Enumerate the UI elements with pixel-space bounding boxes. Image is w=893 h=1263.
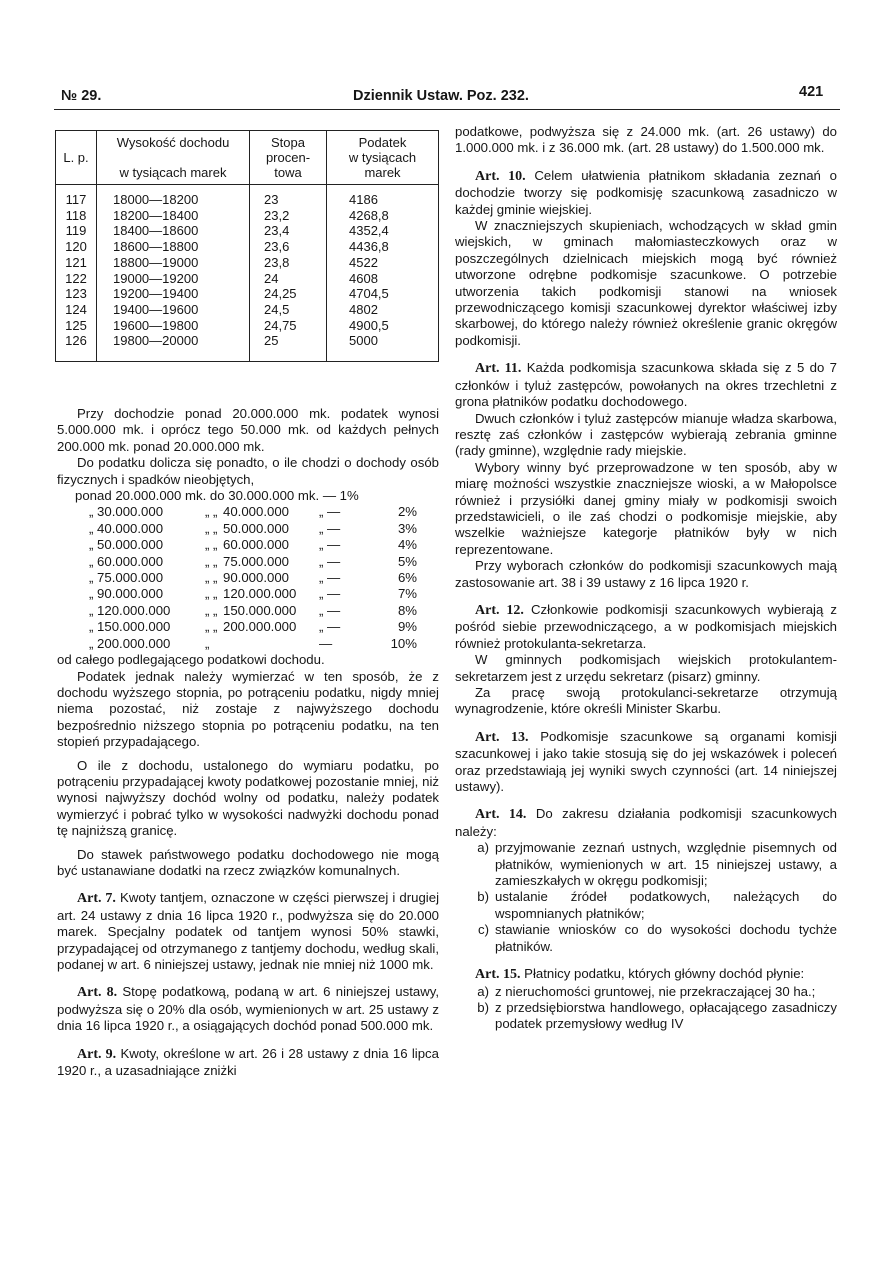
table-row (56, 302, 439, 318)
article-11-label: Art. 11. (475, 361, 522, 377)
table-row (56, 318, 439, 334)
table-row (56, 223, 439, 239)
paragraph: W gminnych podkomisjach wiejskich protokulantem-sekretarzem jest z urzędu sekretarz (pisarz) gminny. (455, 652, 837, 684)
cell-rate: 23,8 (250, 255, 327, 271)
scale-dash: „ — (319, 619, 341, 635)
col-header-rate-line1: Stopa (271, 135, 305, 150)
scale-first-line: ponad 20.000.000 mk. do 30.000.000 mk. — 1% (75, 488, 359, 504)
paragraph: Podatek jednak należy wymierzać w ten sposób, że z dochodu wyższego stopnia, po potrąceniu podatku, nigdy mniej niema pozostać, niż zostaje z najwyższego dochodu bezpośrednio niższego stopnia po potrąceniu podatku, na ten stopień przypadającego. (57, 668, 439, 750)
scale-to: 40.000.000 (223, 504, 290, 520)
scale-from: „ 30.000.000 (89, 504, 164, 520)
paragraph: Za pracę swoją protokulanci-sekretarze otrzymują wynagrodzenie, które określi Minister Skarbu. (455, 685, 837, 717)
cell-rate: 25 (250, 333, 327, 361)
col-header-tax-line2: w tysiącach (348, 150, 417, 165)
scale-dash: „ — (319, 553, 341, 569)
scale-dash: „ — (319, 520, 341, 536)
scale-to: 75.000.000 (223, 553, 290, 569)
cell-lp: 118 (56, 208, 97, 224)
surcharge-scale (89, 504, 439, 652)
table-row (56, 185, 439, 208)
scale-to (223, 636, 319, 652)
article-9-label: Art. 9. (77, 1046, 117, 1062)
tax-table (55, 130, 439, 362)
article-14 (455, 806, 837, 840)
scale-ditto: „ „ (205, 553, 218, 569)
cell-tax: 4704,5 (327, 286, 439, 302)
article-7 (57, 890, 439, 973)
article-12-text: Członkowie podkomisji szacunkowych wybierają z pośród siebie przewodniczącego, a w podkomisjach miejskich również protokulanta-sekretarza. (455, 601, 837, 651)
article-14-text: Do zakresu działania podkomisji szacunkowych należy: (455, 806, 837, 839)
article-10-label: Art. 10. (475, 168, 526, 184)
cell-tax: 4268,8 (327, 208, 439, 224)
scale-to: 50.000.000 (223, 520, 290, 536)
article-10-text: Celem ułatwienia płatnikom składania zeznań o dochodzie tworzy się podkomisję szacunkową zasadniczo w każdej gminie wiejskiej. (455, 167, 837, 217)
col-header-income-line1: Wysokość dochodu (116, 135, 230, 150)
scale-from: „ 40.000.000 (89, 520, 164, 536)
cell-range: 18400—18600 (97, 223, 250, 239)
article-7-label: Art. 7. (77, 891, 116, 907)
scale-percent: 8% (397, 602, 417, 618)
cell-lp: 119 (56, 223, 97, 239)
cell-tax: 4436,8 (327, 239, 439, 255)
article-10 (455, 168, 837, 218)
cell-range: 18800—19000 (97, 255, 250, 271)
cell-rate: 24,75 (250, 318, 327, 334)
scale-dash: „ — (319, 586, 341, 602)
cell-range: 19600—19800 (97, 318, 250, 334)
scale-ditto: „ „ (205, 570, 218, 586)
scale-ditto: „ „ (205, 504, 218, 520)
header-rule (54, 109, 840, 110)
article-15-text: Płatnicy podatku, których główny dochód płynie: (524, 966, 805, 982)
cell-tax: 4608 (327, 271, 439, 287)
article-11 (455, 360, 837, 410)
paragraph: Dwuch członków i tyluż zastępców mianuje władza skarbowa, resztę zaś członków i zastępców wybierają zebrania gminne (rady gminne), względnie rady miejskie. (455, 410, 837, 459)
journal-title: Dziennik Ustaw. Poz. 232. (353, 88, 529, 104)
article-15 (455, 966, 837, 983)
scale-ditto: „ (205, 635, 210, 651)
cell-range: 19000—19200 (97, 271, 250, 287)
scale-ditto: „ „ (205, 520, 218, 536)
scale-ditto: „ „ (205, 602, 218, 618)
article-8 (57, 984, 439, 1034)
list-item (455, 840, 837, 889)
list-item-label: b) (477, 889, 489, 905)
col-header-income (97, 131, 250, 185)
list-item-label: a) (477, 840, 489, 856)
cell-range: 19200—19400 (97, 286, 250, 302)
paragraph: Wybory winny być przeprowadzone w ten sposób, aby w miarę możności wszystkie znaczniejsze wioski, a w Małopolsce również i przysiółki danej gminy miały w podkomisji swoich przedstawicieli, o ile zaś chodzi o podkomisje miejskie, aby wszelkie ważniejsze kategorje płatników były w nich reprezentowane. (455, 459, 837, 557)
scale-percent: 10% (390, 635, 417, 651)
article-9-text: Kwoty, określone w art. 26 i 28 ustawy z dnia 16 lipca 1920 r., a uzasadniające zniżki (57, 1045, 439, 1079)
cell-tax: 4186 (327, 185, 439, 208)
scale-percent: 9% (397, 619, 417, 635)
cell-range: 19400—19600 (97, 302, 250, 318)
page-number: 421 (799, 84, 824, 100)
cell-lp: 121 (56, 255, 97, 271)
cell-tax: 4522 (327, 255, 439, 271)
scale-dash: — (319, 635, 333, 651)
cell-tax: 4900,5 (327, 318, 439, 334)
cell-range: 18000—18200 (97, 185, 250, 208)
paragraph: od całego podlegającego podatkowi dochodu. (57, 652, 325, 668)
paragraph: Przy dochodzie ponad 20.000.000 mk. podatek wynosi 5.000.000 mk. i oprócz tego 50.000 mk. od każdych pełnych 200.000 mk. ponad 20.000.000 mk. (57, 406, 439, 454)
scale-dash: „ — (319, 602, 341, 618)
col-header-tax (327, 131, 439, 185)
table-row (56, 286, 439, 302)
scale-from: „ 60.000.000 (89, 553, 164, 569)
list-item-text: z przedsiębiorstwa handlowego, opłacającego zasadniczy podatek przemysłowy według IV (495, 999, 837, 1032)
scale-percent: 7% (397, 586, 417, 602)
article-15-label: Art. 15. (475, 967, 521, 983)
list-item-text: ustalanie źródeł podatkowych, należących do wspomnianych płatników; (495, 889, 837, 921)
paragraph: Do stawek państwowego podatku dochodowego nie mogą być ustanawiane dodatki na rzecz związków komunalnych. (57, 846, 439, 878)
scale-from: „ 200.000.000 (89, 635, 171, 651)
left-column-text (57, 406, 439, 1079)
scale-percent: 6% (397, 570, 417, 586)
scale-to: 120.000.000 (223, 586, 297, 602)
cell-lp: 117 (56, 185, 97, 208)
list-item (455, 984, 837, 1000)
cell-rate: 23 (250, 185, 327, 208)
scale-dash: „ — (319, 570, 341, 586)
cell-rate: 23,6 (250, 239, 327, 255)
paragraph-continuation: podatkowe, podwyższa się z 24.000 mk. (art. 26 ustawy) do 1.000.000 mk. i z 36.000 mk. (art. 28 ustawy) do 1.500.000 mk. (455, 124, 837, 156)
article-13-label: Art. 13. (475, 729, 529, 745)
article-8-text: Stopę podatkową, podaną w art. 6 niniejszej ustawy, podwyższa się o 20% dla osób, wymienionych w art. 25 ustawy z dnia 16 lipca 1920 r., a osiągających dochód ponad 500.000 mk. (57, 984, 439, 1034)
cell-rate: 23,4 (250, 223, 327, 239)
list-item (455, 1000, 837, 1033)
scale-ditto: „ „ (205, 586, 218, 602)
cell-rate: 23,2 (250, 208, 327, 224)
cell-lp: 126 (56, 333, 97, 361)
paragraph: Do podatku dolicza się ponadto, o ile chodzi o dochody osób fizycznych i spadków nieobjętych, (57, 455, 439, 487)
right-column-text (455, 124, 837, 1033)
cell-lp: 123 (56, 286, 97, 302)
issue-number: № 29. (61, 88, 102, 104)
list-item-label: a) (477, 983, 489, 999)
scale-to: 60.000.000 (223, 537, 290, 553)
list-item-label: c) (478, 922, 489, 938)
list-item-text: z nieruchomości gruntowej, nie przekraczającej 30 ha.; (495, 983, 816, 999)
scale-dash: „ — (319, 504, 341, 520)
cell-lp: 122 (56, 271, 97, 287)
article-7-text: Kwoty tantjem, oznaczone w części pierwszej i drugiej art. 24 ustawy z dnia 16 lipca 1920 r., podwyższa się do 20.000 marek. Specjalny podatek od tantjem wynosi 50% stawki, przypadającej od otrzymanego z tantjemy dochodu, według skali, podanej w art. 6 niniejszej ustawy, jednak nie mniej niż 1000 mk. (57, 890, 439, 972)
paragraph: O ile z dochodu, ustalonego do wymiaru podatku, po potrąceniu przypadającej kwoty podatkowej pozostanie mniej, niż wynosi najwyższy dochód wolny od podatku, należy podatek wymierzyć i pobrać tylko w wysokości nadwyżki dochodu ponad tę najniższą granicę. (57, 757, 439, 839)
list-item (455, 889, 837, 922)
scale-from: „ 150.000.000 (89, 619, 171, 635)
table-row (56, 208, 439, 224)
paragraph: Przy wyborach członków do podkomisji szacunkowych mają zastosowanie art. 38 i 39 ustawy z 16 lipca 1920 r. (455, 558, 837, 590)
cell-range: 18200—18400 (97, 208, 250, 224)
scale-percent: 3% (397, 520, 417, 536)
list-item-label: b) (477, 999, 489, 1015)
cell-tax: 4802 (327, 302, 439, 318)
scale-from: „ 90.000.000 (89, 586, 164, 602)
cell-lp: 124 (56, 302, 97, 318)
list-item (455, 922, 837, 955)
list-item-text: przyjmowanie zeznań ustnych, względnie pisemnych od płatników, wymienionych w art. 15 niniejszej ustawy, a zamieszkałych w okręgu podkomisji; (495, 840, 837, 889)
cell-rate: 24 (250, 271, 327, 287)
col-header-tax-line3: marek (364, 165, 401, 180)
article-13-text: Podkomisje szacunkowe są organami komisji szacunkowej i jako takie stosują się do jej wskazówek i poleceń oraz przedstawiają jej wyniki swych czynności (art. 14 niniejszej ustawy). (455, 728, 837, 795)
article-11-text: Każda podkomisja szacunkowa składa się z 5 do 7 członków i tyluż zastępców, powołanych na okres trzechletni z grona płatników podatku dochodowego. (455, 360, 837, 410)
cell-lp: 120 (56, 239, 97, 255)
paragraph: W znaczniejszych skupieniach, wchodzących w skład gmin wiejskich, w gminach małomiasteczkowych oraz w poszczególnych dzielnicach miejskich mogą być również utworzone odrębne podkomisje szacunkowe. O potrzebie utworzenia takich podkomisji stanowi na wniosek przewodniczącego komisji szacunkowej dyrektor właściwej izby skarbowej, do którego należy również określenie granic okręgów podkomisji. (455, 218, 837, 348)
scale-percent: 2% (397, 504, 417, 520)
article-8-label: Art. 8. (77, 985, 118, 1001)
table-row (56, 239, 439, 255)
col-header-lp (56, 131, 97, 185)
table-row (56, 333, 439, 361)
scale-to: 200.000.000 (223, 619, 297, 635)
cell-range: 19800—20000 (97, 333, 250, 361)
cell-tax: 5000 (327, 333, 439, 361)
cell-lp: 125 (56, 318, 97, 334)
article-9 (57, 1046, 439, 1080)
col-header-rate (250, 131, 327, 185)
cell-rate: 24,5 (250, 302, 327, 318)
article-12-label: Art. 12. (475, 602, 524, 618)
table-row (56, 271, 439, 287)
scale-from: „ 120.000.000 (89, 602, 171, 618)
scale-to: 90.000.000 (223, 570, 290, 586)
table-row (56, 255, 439, 271)
scale-from: „ 75.000.000 (89, 570, 164, 586)
scale-percent: 5% (397, 553, 417, 569)
scale-to: 150.000.000 (223, 602, 297, 618)
article-12 (455, 602, 837, 652)
scale-from: „ 50.000.000 (89, 537, 164, 553)
list-item-text: stawianie wniosków co do wysokości dochodu tychże płatników. (495, 922, 837, 954)
col-header-tax-line1: Podatek (358, 135, 407, 150)
col-header-rate-line2: procen- (265, 150, 311, 165)
article-14-label: Art. 14. (475, 807, 527, 823)
table-header-row (56, 131, 439, 185)
scale-ditto: „ „ (205, 537, 218, 553)
cell-tax: 4352,4 (327, 223, 439, 239)
scale-dash: „ — (319, 537, 341, 553)
col-header-rate-line3: towa (274, 165, 302, 180)
article-13 (455, 729, 837, 796)
col-header-income-line2: w tysiącach marek (119, 165, 227, 180)
cell-range: 18600—18800 (97, 239, 250, 255)
scale-ditto: „ „ (205, 619, 218, 635)
cell-rate: 24,25 (250, 286, 327, 302)
scale-percent: 4% (397, 537, 417, 553)
col-header-lp-text: L. p. (63, 150, 89, 165)
